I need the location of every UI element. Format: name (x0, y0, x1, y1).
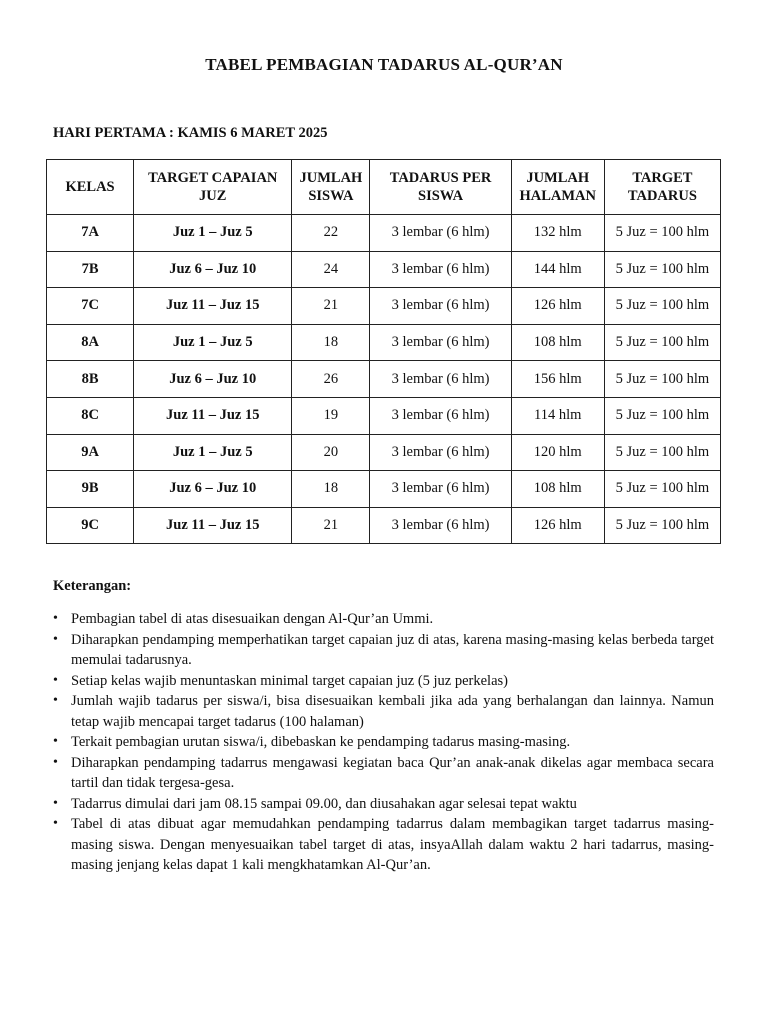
cell-tadarus-per-siswa: 3 lembar (6 hlm) (370, 434, 511, 471)
cell-jumlah-halaman: 108 hlm (511, 324, 604, 361)
cell-target-tadarus: 5 Juz = 100 hlm (604, 215, 720, 252)
note-text: Jumlah wajib tadarus per siswa/i, bisa disesuaikan kembali jika ada yang berhalangan dan lainnya. Namun tetap wajib mencapai target tadarus (100 halaman) (71, 693, 714, 730)
bullet-icon: • (53, 693, 58, 708)
header-jumlah-halaman: JUMLAH HALAMAN (511, 160, 604, 215)
cell-jumlah-siswa: 20 (292, 434, 370, 471)
bullet-icon: • (53, 672, 58, 688)
cell-target-capaian-juz: Juz 1 – Juz 5 (134, 215, 292, 252)
cell-target-tadarus: 5 Juz = 100 hlm (604, 361, 720, 398)
cell-kelas: 9B (47, 471, 134, 508)
cell-jumlah-halaman: 120 hlm (511, 434, 604, 471)
tadarus-table (46, 159, 721, 544)
cell-jumlah-siswa: 21 (292, 507, 370, 544)
table-row (47, 324, 721, 361)
cell-target-capaian-juz: Juz 11 – Juz 15 (134, 288, 292, 325)
note-text: Tadarrus dimulai dari jam 08.15 sampai 09.00, dan diusahakan agar selesai tepat waktu (71, 795, 577, 812)
cell-target-capaian-juz: Juz 6 – Juz 10 (134, 251, 292, 288)
note-item (53, 609, 714, 630)
bullet-icon: • (53, 816, 58, 831)
cell-tadarus-per-siswa: 3 lembar (6 hlm) (370, 251, 511, 288)
cell-target-capaian-juz: Juz 6 – Juz 10 (134, 361, 292, 398)
notes-list (53, 609, 714, 876)
note-item (53, 732, 714, 753)
cell-jumlah-halaman: 114 hlm (511, 397, 604, 434)
cell-target-tadarus: 5 Juz = 100 hlm (604, 251, 720, 288)
cell-jumlah-siswa: 18 (292, 471, 370, 508)
header-jumlah-siswa: JUMLAH SISWA (292, 160, 370, 215)
cell-jumlah-siswa: 19 (292, 397, 370, 434)
note-item (53, 794, 714, 815)
cell-jumlah-siswa: 18 (292, 324, 370, 361)
table-row (47, 251, 721, 288)
bullet-icon: • (53, 611, 58, 626)
cell-jumlah-halaman: 132 hlm (511, 215, 604, 252)
note-item (53, 814, 714, 876)
cell-target-tadarus: 5 Juz = 100 hlm (604, 507, 720, 544)
cell-kelas: 7C (47, 288, 134, 325)
cell-kelas: 7B (47, 251, 134, 288)
cell-kelas: 7A (47, 215, 134, 252)
note-item (53, 691, 714, 732)
table-row (47, 215, 721, 252)
cell-target-tadarus: 5 Juz = 100 hlm (604, 471, 720, 508)
document-title: TABEL PEMBAGIAN TADARUS AL-QUR’AN (205, 55, 563, 74)
cell-target-tadarus: 5 Juz = 100 hlm (604, 288, 720, 325)
cell-target-tadarus: 5 Juz = 100 hlm (604, 434, 720, 471)
bullet-icon: • (53, 631, 58, 647)
cell-target-capaian-juz: Juz 11 – Juz 15 (134, 507, 292, 544)
table-row (47, 471, 721, 508)
bullet-icon: • (53, 734, 58, 749)
cell-kelas: 9C (47, 507, 134, 544)
cell-jumlah-halaman: 126 hlm (511, 288, 604, 325)
cell-tadarus-per-siswa: 3 lembar (6 hlm) (370, 288, 511, 325)
header-target-capaian-juz: TARGET CAPAIAN JUZ (134, 160, 292, 215)
table-row (47, 288, 721, 325)
cell-kelas: 8C (47, 397, 134, 434)
cell-jumlah-siswa: 21 (292, 288, 370, 325)
cell-tadarus-per-siswa: 3 lembar (6 hlm) (370, 361, 511, 398)
note-item (53, 630, 714, 671)
cell-jumlah-siswa: 22 (292, 215, 370, 252)
cell-target-capaian-juz: Juz 11 – Juz 15 (134, 397, 292, 434)
day-heading: HARI PERTAMA : KAMIS 6 MARET 2025 (53, 125, 328, 141)
header-tadarus-per-siswa: TADARUS PER SISWA (370, 160, 511, 215)
cell-target-tadarus: 5 Juz = 100 hlm (604, 397, 720, 434)
cell-tadarus-per-siswa: 3 lembar (6 hlm) (370, 215, 511, 252)
note-item (53, 753, 714, 794)
header-kelas: KELAS (47, 160, 134, 215)
note-item (53, 671, 714, 692)
cell-kelas: 8A (47, 324, 134, 361)
table-row (47, 507, 721, 544)
table-body (47, 215, 721, 544)
note-text: Pembagian tabel di atas disesuaikan dengan Al-Qur’an Ummi. (71, 611, 434, 627)
cell-kelas: 9A (47, 434, 134, 471)
cell-jumlah-halaman: 144 hlm (511, 251, 604, 288)
bullet-icon: • (53, 754, 58, 770)
table-header-row (47, 160, 721, 215)
cell-jumlah-siswa: 26 (292, 361, 370, 398)
header-target-tadarus: TARGET TADARUS (604, 160, 720, 215)
cell-target-capaian-juz: Juz 1 – Juz 5 (134, 324, 292, 361)
note-text: Diharapkan pendamping memperhatikan target capaian juz di atas, karena masing-masing kelas berbeda target memulai tadarusnya. (71, 631, 714, 668)
cell-target-capaian-juz: Juz 1 – Juz 5 (134, 434, 292, 471)
note-text: Terkait pembagian urutan siswa/i, dibebaskan ke pendamping tadarus masing-masing. (71, 734, 571, 750)
cell-jumlah-halaman: 108 hlm (511, 471, 604, 508)
bullet-icon: • (53, 795, 58, 811)
table-row (47, 361, 721, 398)
table-row (47, 434, 721, 471)
notes-title: Keterangan: (53, 578, 132, 594)
cell-tadarus-per-siswa: 3 lembar (6 hlm) (370, 397, 511, 434)
cell-kelas: 8B (47, 361, 134, 398)
cell-target-tadarus: 5 Juz = 100 hlm (604, 324, 720, 361)
note-text: Diharapkan pendamping tadarrus mengawasi kegiatan baca Qur’an anak-anak dikelas agar membaca secara tartil dan tidak tergesa-gesa. (71, 754, 714, 791)
cell-target-capaian-juz: Juz 6 – Juz 10 (134, 471, 292, 508)
cell-tadarus-per-siswa: 3 lembar (6 hlm) (370, 324, 511, 361)
cell-jumlah-siswa: 24 (292, 251, 370, 288)
note-text: Tabel di atas dibuat agar memudahkan pendamping tadarrus dalam membagikan target tadarrus masing-masing siswa. Dengan menyesuaikan tabel target di atas, insyaAllah dalam waktu 2 hari tadarrus, masing-masing jenjang kelas dapat 1 kali mengkhatamkan Al-Qur’an. (71, 816, 714, 873)
table-row (47, 397, 721, 434)
cell-jumlah-halaman: 156 hlm (511, 361, 604, 398)
cell-jumlah-halaman: 126 hlm (511, 507, 604, 544)
cell-tadarus-per-siswa: 3 lembar (6 hlm) (370, 471, 511, 508)
note-text: Setiap kelas wajib menuntaskan minimal target capaian juz (5 juz perkelas) (71, 672, 508, 689)
cell-tadarus-per-siswa: 3 lembar (6 hlm) (370, 507, 511, 544)
